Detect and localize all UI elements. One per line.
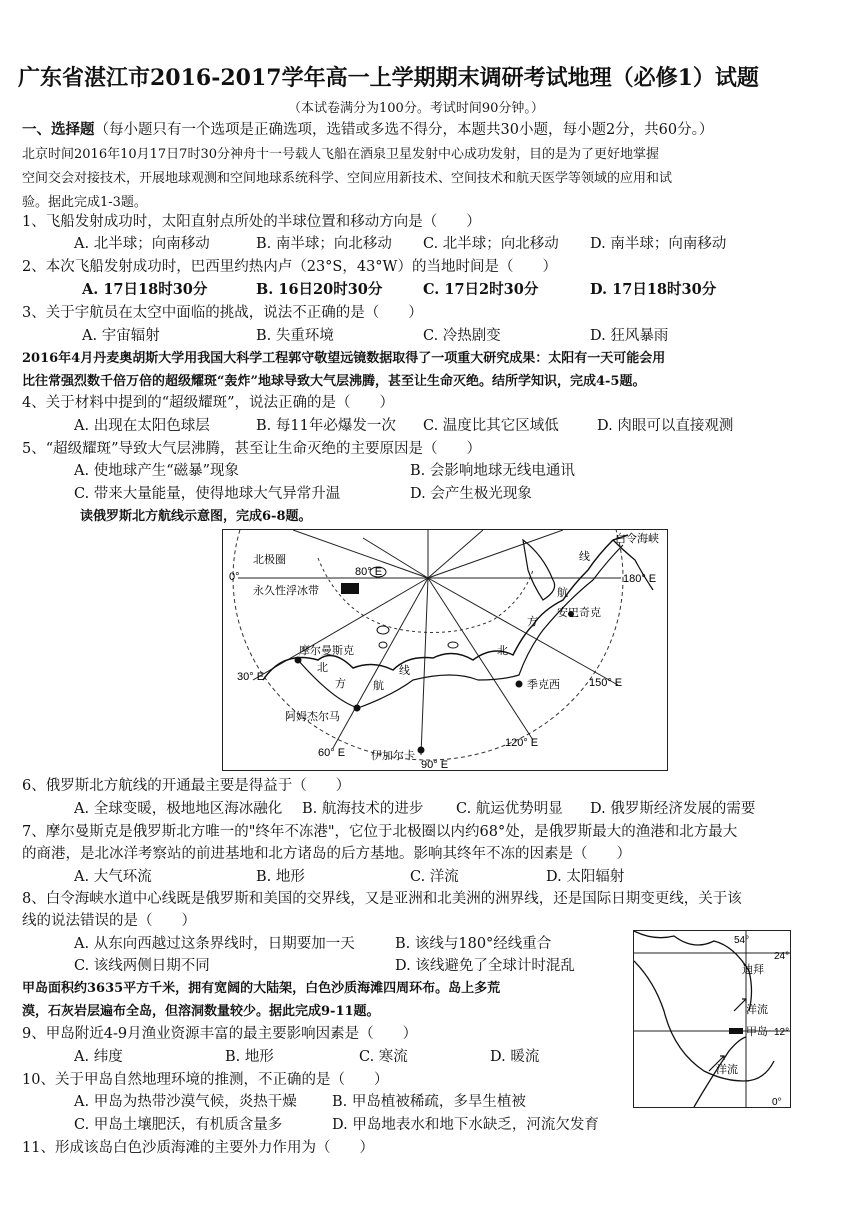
q5-option-b: B. 会影响地球无线电通讯: [410, 463, 575, 479]
section-heading: [22, 121, 713, 139]
port-tiksi: [516, 681, 523, 688]
route-char: 北: [497, 645, 508, 657]
q5-option-a: A. 使地球产生“磁暴”现象: [74, 463, 240, 479]
label-current-1: 洋流: [746, 1004, 768, 1016]
meridian-90e: [421, 578, 428, 755]
label-anadyr: 安巴奇克: [557, 607, 601, 619]
label-dubai: 迪拜: [742, 964, 764, 976]
label-90e: 90° E: [421, 759, 449, 770]
material-4-line-2: 漠，石灰岩层遍布全岛，但溶洞数量较少。据此完成9-11题。: [22, 1004, 380, 1019]
island-shape: [523, 540, 555, 600]
q4-option-d: D. 肉眼可以直接观测: [597, 418, 734, 434]
q1-option-d: D. 南半球；向南移动: [590, 236, 727, 252]
island-shape: [379, 642, 387, 648]
northern-sea-route-map: [222, 529, 668, 771]
current-arrow: [734, 999, 746, 1011]
port-arkhangelsk: [354, 705, 361, 712]
q6-option-c: C. 航运优势明显: [456, 801, 563, 817]
q2-option-a: A. 17日18时30分: [82, 281, 208, 298]
q10-option-d: D. 甲岛地表水和地下水缺乏，河流欠发育: [332, 1117, 599, 1133]
label-tiksi: 季克西: [527, 679, 560, 691]
island-shape: [448, 642, 458, 648]
sea-route-line: [298, 545, 623, 708]
question-10-stem: 10、关于甲岛自然地理环境的推测，不正确的是（ ）: [22, 1072, 389, 1088]
label-current-2: 洋流: [716, 1064, 738, 1076]
route-char: 方: [335, 678, 346, 690]
q8-option-c: C. 该线两侧日期不同: [74, 958, 210, 974]
meridian-120e: [428, 578, 533, 740]
material-1-line-2: 空间交会对接技术，开展地球观测和空间地球系统科学、空间应用新技术、空间技术和航天医学等领域的应用和试: [22, 171, 673, 186]
q2-option-c: C. 17日2时30分: [423, 281, 539, 298]
q3-option-c: C. 冷热剧变: [423, 328, 501, 344]
label-igarka: 伊加尔卡: [371, 750, 415, 762]
q2-option-b: B. 16日20时30分: [256, 281, 383, 298]
question-7-stem-2: 的商港，是北冰洋考察站的前进基地和北方诸岛的后方基地。影响其终年不冻的因素是（ ）: [22, 846, 631, 862]
section-title: 一、选择题: [22, 121, 95, 138]
question-4-stem: 4、关于材料中提到的“超级耀斑”，说法正确的是（ ）: [22, 395, 395, 411]
question-9-stem: 9、甲岛附近4-9月渔业资源丰富的最主要影响因素是（ ）: [22, 1026, 418, 1042]
ice-belt-line: [318, 558, 533, 632]
meridian-ne: [428, 530, 483, 578]
question-2-stem: 2、本次飞船发射成功时，巴西里约热内卢（23°S，43°W）的当地时间是（ ）: [22, 259, 557, 275]
route-char: 航: [557, 587, 568, 599]
label-80e: 80° E: [355, 566, 383, 578]
question-3-stem: 3、关于宇航员在太空中面临的挑战，说法不正确的是（ ）: [22, 305, 423, 321]
q6-option-d: D. 俄罗斯经济发展的需要: [590, 801, 756, 817]
island-location-map: [633, 930, 791, 1108]
q10-option-a: A. 甲岛为热带沙漠气候，炎热干燥: [74, 1094, 297, 1110]
coastline: [634, 961, 774, 1081]
page-title: 广东省湛江市2016-2017学年高一上学期期末调研考试地理（必修1）试题: [18, 65, 759, 91]
q8-option-a: A. 从东向西越过这条界线时，日期要加一天: [74, 936, 355, 952]
q7-option-c: C. 洋流: [410, 869, 459, 885]
material-1-line-3: 验。据此完成1-3题。: [22, 195, 147, 210]
label-lat12: 12°: [774, 1027, 790, 1038]
question-8-stem-1: 8、白令海峡水道中心线既是俄罗斯和美国的交界线，又是亚洲和北美洲的洲界线，还是国际日期变更线，关于该: [22, 891, 742, 907]
meridian-150e: [428, 578, 618, 685]
label-120e: 120° E: [505, 737, 539, 749]
q3-option-b: B. 失重环境: [256, 328, 334, 344]
q4-option-b: B. 每11年必爆发一次: [256, 418, 396, 434]
label-island-jia: 甲岛: [746, 1026, 768, 1038]
q7-option-b: B. 地形: [256, 869, 305, 885]
q10-option-c: C. 甲岛土壤肥沃，有机质含量多: [74, 1117, 283, 1133]
route-char: 航: [373, 680, 384, 692]
label-murmansk: 摩尔曼斯克: [299, 645, 354, 657]
route-char: 线: [399, 665, 410, 677]
material-2-line-1: 2016年4月丹麦奥胡斯大学用我国大科学工程郭守敬望远镜数据取得了一项重大研究成果：太阳有一天可能会用: [22, 351, 666, 366]
label-bering: 白令海峡: [615, 533, 659, 545]
q9-option-d: D. 暖流: [490, 1049, 540, 1065]
q7-option-d: D. 太阳辐射: [546, 869, 625, 885]
exam-note: （本试卷满分为100分。考试时间90分钟。）: [288, 101, 544, 116]
meridian-ne2: [428, 530, 563, 578]
label-30e: 30° E: [237, 671, 265, 683]
port-igarka: [418, 747, 425, 754]
q9-option-c: C. 寒流: [359, 1049, 408, 1065]
label-lon54: 54°: [734, 935, 750, 946]
q5-option-c: C. 带来大量能量，使得地球大气异常升温: [74, 486, 341, 502]
question-5-stem: 5、“超级耀斑”导致大气层沸腾，甚至让生命灭绝的主要原因是（ ）: [22, 441, 482, 457]
section-desc: （每小题只有一个选项是正确选项，选错或多选不得分，本题共30小题，每小题2分，共60分。）: [94, 122, 714, 138]
ice-belt-legend-icon: [341, 583, 359, 594]
q8-option-d: D. 该线避免了全球计时混乱: [395, 958, 575, 974]
material-3: 读俄罗斯北方航线示意图，完成6-8题。: [80, 509, 312, 524]
question-1-stem: 1、飞船发射成功时，太阳直射点所处的半球位置和移动方向是（ ）: [22, 214, 481, 230]
label-arkhangelsk: 阿姆杰尔马: [285, 711, 340, 723]
route-char: 线: [579, 551, 590, 563]
label-180e: 180° E: [623, 573, 657, 585]
q1-option-b: B. 南半球；向北移动: [256, 236, 392, 252]
route-char: 方: [527, 616, 538, 628]
question-6-stem: 6、俄罗斯北方航线的开通最主要是得益于（ ）: [22, 778, 351, 794]
q5-option-d: D. 会产生极光现象: [410, 486, 532, 502]
route-char: 北: [317, 662, 328, 674]
label-arctic-circle: 北极圈: [253, 554, 286, 566]
label-60e: 60° E: [318, 747, 346, 759]
question-8-stem-2: 线的说法错误的是（ ）: [22, 913, 196, 929]
material-2-line-2: 比往常强烈数千倍万倍的超级耀斑“轰炸”地球导致大气层沸腾，甚至让生命灭绝。结所学知识，完成4-5题。: [22, 374, 646, 389]
island-jia: [729, 1028, 743, 1034]
material-1-line-1: 北京时间2016年10月17日7时30分神舟十一号载人飞船在酒泉卫星发射中心成功发射，目的是为了更好地掌握: [22, 147, 659, 162]
label-150e: 150° E: [589, 677, 623, 689]
q2-option-d: D. 17日18时30分: [590, 281, 717, 298]
q10-option-b: B. 甲岛植被稀疏，多旱生植被: [332, 1094, 526, 1110]
q6-option-a: A. 全球变暖，极地地区海冰融化: [74, 801, 283, 817]
label-0: 0°: [229, 571, 240, 583]
material-4-line-1: 甲岛面积约3635平方千米，拥有宽阔的大陆架，白色沙质海滩四周环布。岛上多荒: [22, 981, 501, 996]
question-7-stem-1: 7、摩尔曼斯克是俄罗斯北方唯一的"终年不冻港"，它位于北极圈以内约68°处，是俄罗斯最大的渔港和北方最大: [22, 824, 738, 840]
q6-option-b: B. 航海技术的进步: [302, 801, 424, 817]
q4-option-c: C. 温度比其它区域低: [423, 418, 559, 434]
label-lat0: 0°: [772, 1097, 782, 1107]
label-lat24: 24°: [774, 951, 790, 962]
question-11-stem: 11、形成该岛白色沙质海滩的主要外力作用为（ ）: [22, 1140, 374, 1156]
q1-option-c: C. 北半球；向北移动: [423, 236, 559, 252]
q8-option-b: B. 该线与180°经线重合: [395, 936, 552, 952]
q9-option-a: A. 纬度: [74, 1049, 123, 1065]
q3-option-d: D. 狂风暴雨: [590, 328, 669, 344]
q9-option-b: B. 地形: [225, 1049, 274, 1065]
island-shape: [377, 626, 389, 634]
q4-option-a: A. 出现在太阳色球层: [74, 418, 210, 434]
q1-option-a: A. 北半球；向南移动: [74, 236, 210, 252]
q3-option-a: A. 宇宙辐射: [82, 328, 160, 344]
q7-option-a: A. 大气环流: [74, 869, 152, 885]
label-ice-belt: 永久性浮冰带: [253, 585, 319, 597]
port-murmansk: [295, 657, 302, 664]
